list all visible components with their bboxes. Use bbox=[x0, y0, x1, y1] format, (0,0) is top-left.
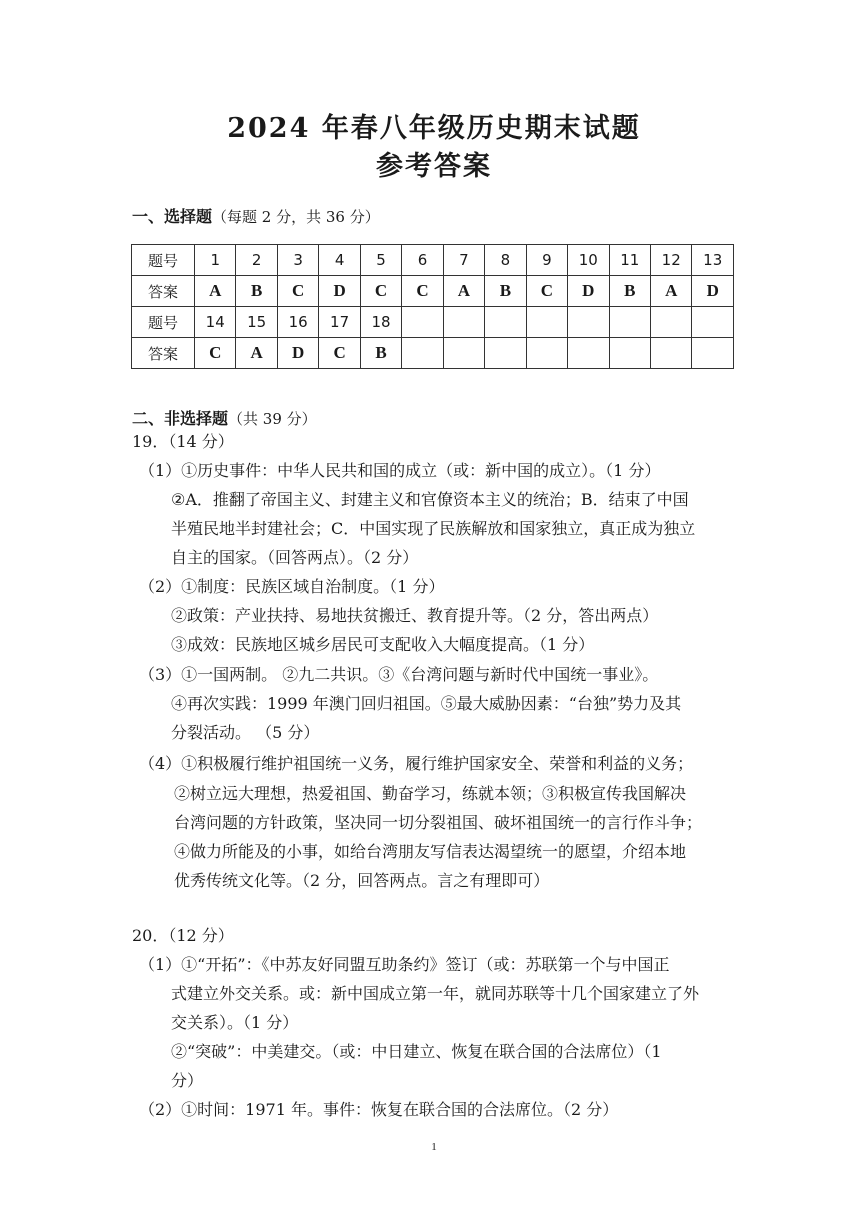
answer-line: （3）①一国两制。 ②九二共识。③《台湾问题与新时代中国统一事业》。 bbox=[139, 665, 659, 684]
answer-cell: D bbox=[319, 276, 360, 307]
table-row-answers-1 bbox=[132, 276, 734, 307]
question-number: 3 bbox=[277, 245, 318, 276]
question-number: 9 bbox=[526, 245, 567, 276]
answer-cell: B bbox=[360, 338, 401, 369]
answer-line: 台湾问题的方针政策，坚决同一切分裂祖国、破坏祖国统一的言行作斗争； bbox=[174, 813, 703, 832]
question-20-heading: 20．（12 分） bbox=[132, 926, 234, 945]
answer-line: （2）①时间：1971 年。事件：恢复在联合国的合法席位。（2 分） bbox=[139, 1100, 619, 1119]
empty-cell bbox=[692, 338, 734, 369]
empty-cell bbox=[443, 307, 484, 338]
answer-line: （1）①“开拓”：《中苏友好同盟互助条约》签订（或：苏联第一个与中国正 bbox=[139, 955, 670, 974]
answer-line: 分裂活动。 （5 分） bbox=[171, 723, 320, 742]
question-number: 11 bbox=[609, 245, 650, 276]
empty-cell bbox=[402, 338, 443, 369]
question-number: 5 bbox=[360, 245, 401, 276]
answer-cell: D bbox=[277, 338, 318, 369]
section-1-title: 一、选择题 bbox=[132, 207, 213, 226]
question-number: 12 bbox=[650, 245, 691, 276]
answer-line: ②“突破”：中美建交。（或：中日建立、恢复在联合国的合法席位）（1 bbox=[171, 1042, 662, 1061]
question-number: 14 bbox=[195, 307, 236, 338]
table-row-answers-2 bbox=[132, 338, 734, 369]
answer-line: ②树立远大理想，热爱祖国、勤奋学习，练就本领；③积极宣传我国解决 bbox=[174, 784, 687, 803]
answer-cell: A bbox=[236, 338, 277, 369]
section-1-note: （每题 2 分，共 36 分） bbox=[212, 208, 380, 226]
page-number: 1 bbox=[431, 1141, 437, 1153]
answer-line: 自主的国家。（回答两点）。（2 分） bbox=[171, 548, 419, 567]
document-title: 2024 年春八年级历史期末试题 bbox=[227, 113, 641, 144]
empty-cell bbox=[650, 307, 691, 338]
answer-line: ④再次实践：1999 年澳门回归祖国。⑤最大威胁因素：“台独”势力及其 bbox=[171, 694, 682, 713]
section-2-note: （共 39 分） bbox=[228, 410, 317, 428]
table-row-numbers-1 bbox=[132, 245, 734, 276]
answer-cell: A bbox=[650, 276, 691, 307]
question-number: 2 bbox=[236, 245, 277, 276]
answer-line: 优秀传统文化等。（2 分，回答两点。言之有理即可） bbox=[174, 871, 550, 890]
question-number: 16 bbox=[277, 307, 318, 338]
answer-cell: B bbox=[236, 276, 277, 307]
answer-line: （1）①历史事件：中华人民共和国的成立（或：新中国的成立）。（1 分） bbox=[139, 461, 661, 480]
answer-line: ②A．推翻了帝国主义、封建主义和官僚资本主义的统治；B．结束了中国 bbox=[171, 490, 689, 509]
answer-cell: A bbox=[195, 276, 236, 307]
empty-cell bbox=[568, 307, 609, 338]
empty-cell bbox=[443, 338, 484, 369]
question-number: 17 bbox=[319, 307, 360, 338]
section-2-heading bbox=[132, 406, 317, 429]
answer-line: ④做力所能及的小事，如给台湾朋友写信表达渴望统一的愿望，介绍本地 bbox=[174, 842, 687, 861]
question-19-heading: 19．（14 分） bbox=[132, 432, 234, 451]
row-label: 答案 bbox=[132, 338, 195, 369]
answer-cell: B bbox=[485, 276, 526, 307]
answer-cell: B bbox=[609, 276, 650, 307]
question-number: 8 bbox=[485, 245, 526, 276]
answer-line: 分） bbox=[171, 1071, 204, 1090]
empty-cell bbox=[485, 307, 526, 338]
document-subtitle: 参考答案 bbox=[376, 151, 492, 182]
question-number: 7 bbox=[443, 245, 484, 276]
answer-line: （2）①制度：民族区域自治制度。（1 分） bbox=[139, 577, 445, 596]
empty-cell bbox=[526, 338, 567, 369]
answer-cell: C bbox=[402, 276, 443, 307]
answer-cell: D bbox=[568, 276, 609, 307]
answer-cell: C bbox=[277, 276, 318, 307]
section-1-heading bbox=[132, 204, 380, 227]
empty-cell bbox=[692, 307, 734, 338]
question-number: 18 bbox=[360, 307, 401, 338]
row-label: 题号 bbox=[132, 307, 195, 338]
row-label: 答案 bbox=[132, 276, 195, 307]
answer-cell: C bbox=[195, 338, 236, 369]
answer-cell: C bbox=[360, 276, 401, 307]
answer-cell: D bbox=[692, 276, 734, 307]
answer-line: 半殖民地半封建社会；C．中国实现了民族解放和国家独立，真正成为独立 bbox=[171, 519, 696, 538]
empty-cell bbox=[526, 307, 567, 338]
answer-cell: C bbox=[526, 276, 567, 307]
question-number: 6 bbox=[402, 245, 443, 276]
answer-line: ②政策：产业扶持、易地扶贫搬迁、教育提升等。（2 分，答出两点） bbox=[171, 606, 659, 625]
empty-cell bbox=[650, 338, 691, 369]
empty-cell bbox=[609, 338, 650, 369]
question-number: 1 bbox=[195, 245, 236, 276]
row-label: 题号 bbox=[132, 245, 195, 276]
question-number: 13 bbox=[692, 245, 734, 276]
answer-line: ③成效：民族地区城乡居民可支配收入大幅度提高。（1 分） bbox=[171, 635, 595, 654]
answer-table bbox=[131, 244, 734, 369]
question-number: 4 bbox=[319, 245, 360, 276]
answer-line: 交关系）。（1 分） bbox=[171, 1013, 299, 1032]
question-number: 15 bbox=[236, 307, 277, 338]
answer-cell: C bbox=[319, 338, 360, 369]
empty-cell bbox=[568, 338, 609, 369]
question-number: 10 bbox=[568, 245, 609, 276]
answer-line: （4）①积极履行维护祖国统一义务，履行维护国家安全、荣誉和利益的义务； bbox=[139, 754, 694, 773]
empty-cell bbox=[609, 307, 650, 338]
answer-cell: A bbox=[443, 276, 484, 307]
section-2-title: 二、非选择题 bbox=[132, 409, 229, 428]
table-row-numbers-2 bbox=[132, 307, 734, 338]
empty-cell bbox=[402, 307, 443, 338]
answer-line: 式建立外交关系。或：新中国成立第一年，就同苏联等十几个国家建立了外 bbox=[171, 984, 700, 1003]
empty-cell bbox=[485, 338, 526, 369]
